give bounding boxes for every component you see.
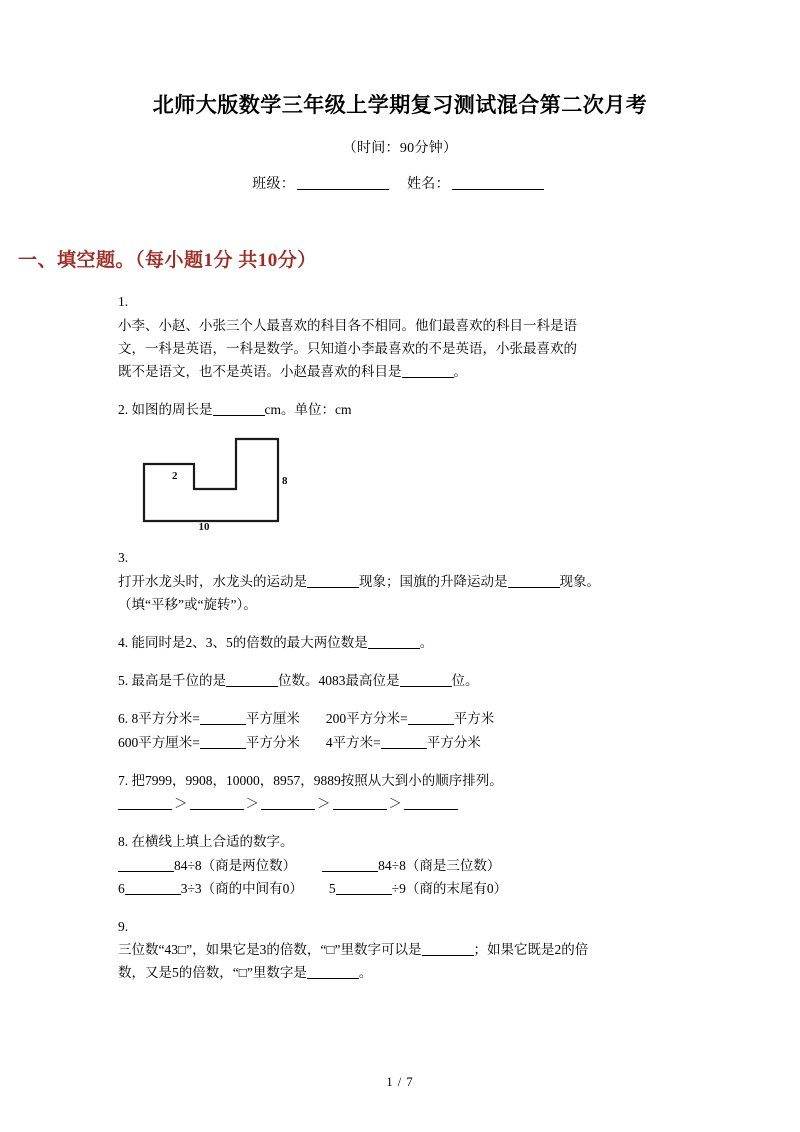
question-4-line: [118, 631, 692, 654]
question-6-r2c2-text-a: 4平方米=: [325, 734, 381, 750]
question-4-text-b: 。: [419, 635, 434, 651]
question-4-number: 4.: [118, 635, 129, 651]
page-title: 北师大版数学三年级上学期复习测试混合第二次月考: [152, 93, 648, 117]
question-4: [118, 631, 692, 654]
question-6-blank-1[interactable]: [200, 711, 246, 726]
question-8: [118, 830, 692, 900]
question-9-number: 9.: [118, 919, 129, 935]
question-5-blank-1[interactable]: [226, 673, 278, 688]
question-6-row-1: [118, 707, 692, 730]
question-6-blank-3[interactable]: [200, 734, 246, 749]
question-2-number: 2.: [118, 402, 129, 418]
question-7-prompt-line: [118, 769, 692, 792]
question-5-number: 5.: [118, 673, 129, 689]
exam-duration: （时间：90分钟）: [342, 141, 458, 157]
question-4-blank[interactable]: [368, 635, 420, 650]
question-7-answer-row: [118, 792, 692, 815]
question-8-blank-3[interactable]: [125, 880, 181, 895]
question-6-r1c1-text-b: 平方厘米: [245, 711, 300, 727]
question-8-row-1: [118, 854, 692, 877]
question-8-r1c1-text: 84÷8（商是两位数）: [174, 857, 297, 873]
polygon-outline: [144, 439, 278, 521]
figure-label-right: 8: [282, 475, 288, 488]
question-2-text-a: 如图的周长是: [131, 402, 213, 418]
name-label: 姓名：: [407, 177, 450, 193]
question-7-separator-2: ＞: [245, 796, 259, 812]
question-8-r2c1-prefix: 6: [118, 880, 125, 896]
question-8-r1c2-text: 84÷8（商是三位数）: [378, 857, 501, 873]
question-1-line-3: [118, 360, 692, 383]
section-heading-fill-in-blanks: 一、填空题。（每小题1分 共10分）: [18, 250, 317, 272]
question-7: [118, 769, 692, 815]
question-8-blank-1[interactable]: [118, 857, 174, 872]
question-8-r2c2-prefix: 5: [328, 880, 336, 896]
question-1-blank[interactable]: [402, 363, 454, 378]
question-7-text: 把7999，9908，10000，8957，9889按照从大到小的顺序排列。: [131, 772, 503, 788]
question-8-r2c1-text: 3÷3（商的中间有0）: [180, 880, 303, 896]
question-2-blank[interactable]: [213, 402, 265, 417]
class-input-blank[interactable]: [297, 175, 389, 190]
question-7-separator-1: ＞: [174, 796, 188, 812]
question-6-r1c2-text-a: 200平方分米=: [325, 711, 408, 727]
question-3-blank-1[interactable]: [307, 573, 359, 588]
question-1-line-1: 小李、小赵、小张三个人最喜欢的科目各不相同。他们最喜欢的科目一科是语: [118, 317, 577, 333]
question-6-row-2: [118, 731, 692, 754]
question-4-text-a: 能同时是2、3、5的倍数的最大两位数是: [131, 635, 368, 651]
question-8-prompt-line: [118, 830, 692, 853]
question-3-line-1: [118, 570, 692, 593]
question-6: [118, 707, 692, 753]
question-1-text-a: 既不是语文，也不是英语。小赵最喜欢的科目是: [118, 363, 402, 379]
question-1-number: 1.: [118, 294, 129, 310]
question-5-text-c: 位。: [451, 673, 479, 689]
question-3-line-2: （填“平移”或“旋转”）。: [118, 596, 257, 612]
question-8-number: 8.: [118, 834, 129, 850]
question-7-blank-4[interactable]: [333, 796, 387, 811]
question-3-text-b: 现象；国旗的升降运动是: [359, 573, 508, 589]
question-2-text-b: cm。单位：cm: [264, 402, 352, 418]
question-9-text-c: 数，又是5的倍数，“□”里数字是: [118, 965, 307, 981]
question-9-line-2: [118, 961, 692, 984]
question-9-blank-1[interactable]: [422, 942, 474, 957]
question-3-text-a: 打开水龙头时，水龙头的运动是: [118, 573, 307, 589]
question-9-text-d: 。: [358, 965, 373, 981]
page-number-footer: 1 / 7: [386, 1075, 414, 1089]
question-7-blank-2[interactable]: [190, 796, 244, 811]
question-9: [118, 915, 692, 985]
question-1-text-b: 。: [453, 363, 467, 379]
figure-label-left: 2: [172, 470, 178, 483]
figure-label-bottom: 10: [198, 521, 210, 532]
question-6-r1c2-text-b: 平方米: [453, 711, 495, 727]
question-6-r2c1-text-b: 平方分米: [245, 734, 300, 750]
name-input-blank[interactable]: [452, 175, 544, 190]
question-6-r1c1-text-a: 8平方分米=: [131, 711, 200, 727]
question-6-blank-2[interactable]: [408, 711, 454, 726]
question-5-blank-2[interactable]: [400, 673, 452, 688]
document-header: [0, 0, 800, 193]
question-5-text-a: 最高是千位的是: [131, 673, 226, 689]
question-5-line: [118, 669, 692, 692]
question-2-figure: [136, 431, 296, 531]
question-9-blank-2[interactable]: [307, 965, 359, 980]
question-9-line-1: [118, 938, 692, 961]
question-5: [118, 669, 692, 692]
question-7-blank-3[interactable]: [261, 796, 315, 811]
question-6-blank-4[interactable]: [381, 734, 427, 749]
question-2: [118, 398, 692, 531]
question-3-number: 3.: [118, 550, 129, 566]
question-6-number: 6.: [118, 711, 129, 727]
question-8-prompt: 在横线上填上合适的数字。: [131, 834, 294, 850]
question-7-separator-3: ＞: [317, 796, 331, 812]
question-1-line-2: 文，一科是英语，一科是数学。只知道小李最喜欢的不是英语，小张最喜欢的: [118, 340, 577, 356]
class-label: 班级：: [252, 177, 295, 193]
question-8-row-2: [118, 877, 692, 900]
question-7-number: 7.: [118, 772, 129, 788]
question-3-text-c: 现象。: [559, 573, 600, 589]
question-8-blank-4[interactable]: [336, 880, 392, 895]
irregular-polygon-diagram: [136, 431, 296, 531]
question-6-r2c1-text-a: 600平方厘米=: [118, 734, 200, 750]
question-7-blank-5[interactable]: [404, 796, 458, 811]
question-8-r2c2-text: ÷9（商的末尾有0）: [391, 880, 508, 896]
question-2-line: [118, 398, 692, 421]
question-8-blank-2[interactable]: [322, 857, 378, 872]
student-info-line: [0, 173, 800, 193]
question-7-separator-4: ＞: [388, 796, 402, 812]
question-5-text-b: 位数。4083最高位是: [278, 673, 400, 689]
questions-container: [118, 272, 692, 984]
question-9-text-a: 三位数“43□”，如果它是3的倍数，“□”里数字可以是: [118, 942, 422, 958]
question-3-blank-2[interactable]: [508, 573, 560, 588]
question-9-text-b: ；如果它既是2的倍: [473, 942, 589, 958]
question-1: [118, 290, 692, 383]
question-6-r2c2-text-b: 平方分米: [426, 734, 481, 750]
question-3: [118, 546, 692, 616]
question-7-blank-1[interactable]: [118, 796, 172, 811]
